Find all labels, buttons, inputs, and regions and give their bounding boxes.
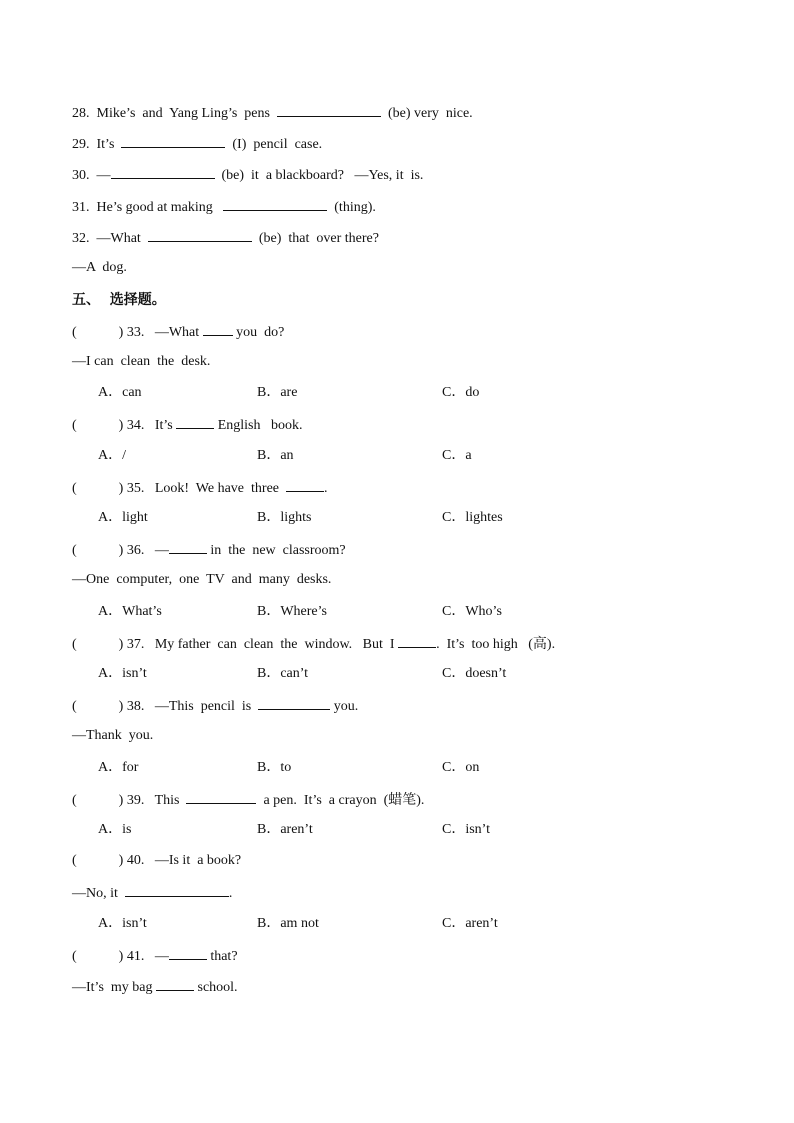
question-text: a pen. It’s a crayon (蜡笔). bbox=[256, 793, 425, 808]
answer-blank[interactable] bbox=[156, 976, 194, 991]
reply-32: —A dog. bbox=[72, 260, 127, 275]
option-a[interactable]: A．for bbox=[98, 760, 139, 775]
question-text: (be) it a blackboard? —Yes, it is. bbox=[214, 168, 424, 183]
option-b[interactable]: B．Where’s bbox=[257, 604, 327, 619]
question-text: that? bbox=[206, 949, 238, 964]
answer-blank[interactable] bbox=[398, 633, 436, 648]
answer-blank[interactable] bbox=[121, 133, 225, 148]
question-text: ( ) 39. This bbox=[72, 793, 187, 808]
option-a[interactable]: A．isn’t bbox=[98, 666, 147, 681]
question-text: 31. He’s good at making bbox=[72, 200, 224, 215]
question-text: ( ) 33. —What bbox=[72, 325, 203, 340]
option-c[interactable]: C．lightes bbox=[442, 510, 503, 525]
option-a[interactable]: A．light bbox=[98, 510, 148, 525]
question-text: ( ) 37. My father can clean the window. But I bbox=[72, 637, 399, 652]
reply-text: —No, it bbox=[72, 886, 125, 901]
reply-text: . bbox=[228, 886, 233, 901]
option-b[interactable]: B．to bbox=[257, 760, 292, 775]
reply-33: —I can clean the desk. bbox=[72, 354, 211, 369]
reply-40 bbox=[72, 882, 232, 904]
reply-36: —One computer, one TV and many desks. bbox=[72, 572, 332, 587]
option-a[interactable]: A．is bbox=[98, 822, 132, 837]
question-text: (be) very nice. bbox=[380, 106, 473, 121]
section-heading: 五、 选择题。 bbox=[72, 292, 166, 308]
question-text: ( ) 35. Look! We have three bbox=[72, 481, 286, 496]
question-text: (thing). bbox=[327, 200, 376, 215]
option-a[interactable]: A．/ bbox=[98, 448, 126, 463]
reply-text: school. bbox=[194, 980, 238, 995]
answer-blank[interactable] bbox=[186, 789, 256, 804]
question-28 bbox=[72, 102, 473, 124]
question-text: (I) pencil case. bbox=[225, 137, 323, 152]
option-a[interactable]: A．can bbox=[98, 385, 142, 400]
option-b[interactable]: B．an bbox=[257, 448, 294, 463]
question-40: ( ) 40. —Is it a book? bbox=[72, 853, 242, 868]
answer-blank[interactable] bbox=[169, 945, 207, 960]
question-text: ( ) 34. It’s bbox=[72, 418, 177, 433]
answer-blank[interactable] bbox=[176, 414, 214, 429]
option-c[interactable]: C．doesn’t bbox=[442, 666, 507, 681]
answer-blank[interactable] bbox=[125, 882, 229, 897]
reply-text: —It’s my bag bbox=[72, 980, 156, 995]
question-41 bbox=[72, 945, 238, 967]
option-c[interactable]: C．isn’t bbox=[442, 822, 490, 837]
question-text: 32. —What bbox=[72, 231, 148, 246]
question-text: you do? bbox=[232, 325, 285, 340]
question-37 bbox=[72, 633, 555, 655]
reply-38: —Thank you. bbox=[72, 728, 154, 743]
question-30 bbox=[72, 164, 423, 186]
question-text: in the new classroom? bbox=[206, 543, 346, 558]
answer-blank[interactable] bbox=[258, 695, 330, 710]
option-c[interactable]: C．Who’s bbox=[442, 604, 502, 619]
option-b[interactable]: B．am not bbox=[257, 916, 319, 931]
option-c[interactable]: C．aren’t bbox=[442, 916, 498, 931]
question-36 bbox=[72, 539, 346, 561]
question-33 bbox=[72, 321, 284, 343]
question-text: you. bbox=[330, 699, 359, 714]
option-b[interactable]: B．aren’t bbox=[257, 822, 313, 837]
option-b[interactable]: B．lights bbox=[257, 510, 312, 525]
question-text: . bbox=[324, 481, 328, 496]
question-text: English book. bbox=[214, 418, 303, 433]
question-text: 28. Mike’s and Yang Ling’s pens bbox=[72, 106, 277, 121]
question-31 bbox=[72, 196, 376, 218]
question-39 bbox=[72, 789, 424, 811]
question-text: ( ) 36. — bbox=[72, 543, 169, 558]
reply-41 bbox=[72, 976, 238, 998]
question-text: (be) that over there? bbox=[251, 231, 379, 246]
question-text: 30. — bbox=[72, 168, 111, 183]
question-32 bbox=[72, 227, 379, 249]
question-38 bbox=[72, 695, 358, 717]
option-a[interactable]: A．What’s bbox=[98, 604, 162, 619]
answer-blank[interactable] bbox=[111, 164, 215, 179]
answer-blank[interactable] bbox=[169, 539, 207, 554]
question-text: 29. It’s bbox=[72, 137, 122, 152]
answer-blank[interactable] bbox=[277, 102, 381, 117]
question-35 bbox=[72, 477, 328, 499]
question-29 bbox=[72, 133, 322, 155]
answer-blank[interactable] bbox=[203, 321, 233, 336]
option-c[interactable]: C．a bbox=[442, 448, 472, 463]
question-text: . It’s too high (高). bbox=[436, 637, 556, 652]
question-34 bbox=[72, 414, 303, 436]
question-text: ( ) 41. — bbox=[72, 949, 169, 964]
option-c[interactable]: C．do bbox=[442, 385, 480, 400]
answer-blank[interactable] bbox=[223, 196, 327, 211]
option-c[interactable]: C．on bbox=[442, 760, 480, 775]
option-a[interactable]: A．isn’t bbox=[98, 916, 147, 931]
option-b[interactable]: B．are bbox=[257, 385, 298, 400]
question-text: ( ) 38. —This pencil is bbox=[72, 699, 259, 714]
answer-blank[interactable] bbox=[148, 227, 252, 242]
answer-blank[interactable] bbox=[286, 477, 324, 492]
option-b[interactable]: B．can’t bbox=[257, 666, 309, 681]
